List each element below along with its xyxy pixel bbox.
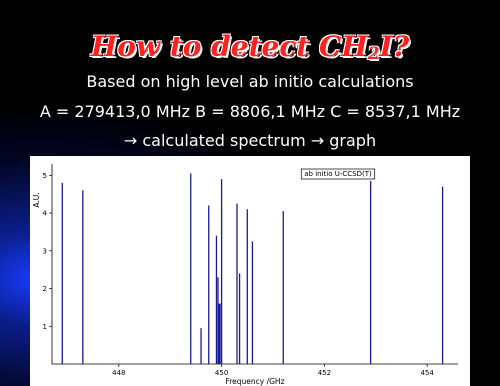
spectrum-chart-svg bbox=[30, 156, 470, 386]
x-ticks bbox=[112, 364, 434, 377]
legend bbox=[301, 169, 374, 179]
title-main: How to detect CH bbox=[90, 30, 368, 63]
text-line-2: A = 279413,0 MHz B = 8806,1 MHz C = 8537,1 MHz bbox=[39, 102, 461, 121]
slide-title bbox=[0, 30, 500, 64]
x-tick-label: 452 bbox=[317, 369, 332, 377]
y-tick-label: 2 bbox=[42, 285, 47, 294]
y-tick-label: 3 bbox=[42, 247, 47, 256]
y-ticks bbox=[43, 172, 52, 331]
y-axis-label: A.U. bbox=[32, 192, 41, 208]
spectrum-lines bbox=[62, 173, 442, 364]
y-tick-label: 1 bbox=[42, 322, 47, 331]
x-tick-label: 454 bbox=[420, 369, 434, 377]
x-tick-label: 450 bbox=[214, 369, 229, 377]
legend-label: ab initio U-CCSD(T) bbox=[304, 170, 372, 178]
x-axis-label: Frequency /GHz bbox=[225, 377, 285, 386]
title-tail: I? bbox=[379, 30, 410, 63]
y-tick-label: 4 bbox=[42, 209, 47, 218]
y-tick-label: 5 bbox=[42, 171, 47, 180]
spectrum-chart bbox=[30, 156, 470, 386]
text-line-3: → calculated spectrum → graph bbox=[123, 131, 377, 150]
text-line-1: Based on high level ab initio calculations bbox=[86, 72, 414, 91]
title-subscript: 2 bbox=[367, 44, 380, 64]
x-tick-label: 448 bbox=[112, 369, 126, 377]
